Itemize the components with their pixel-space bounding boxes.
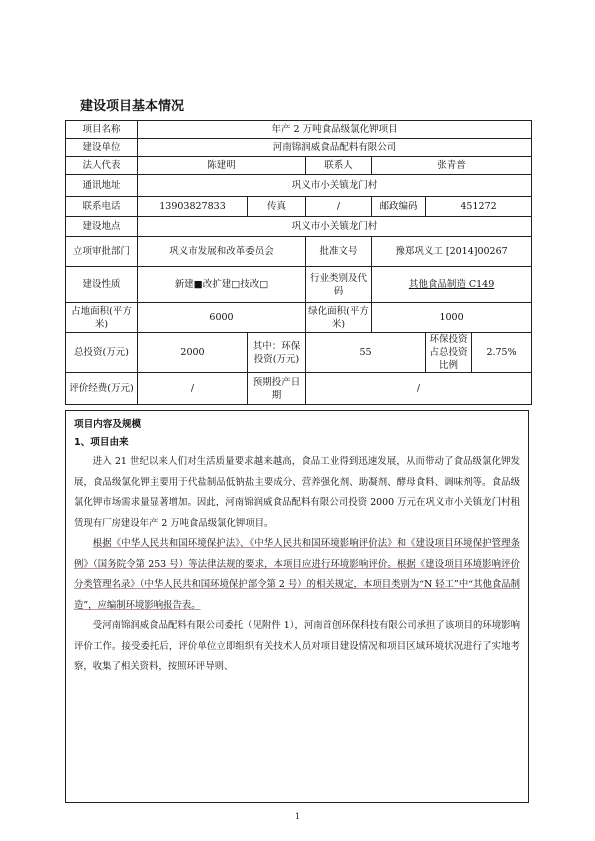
- cell-value: 13903827833: [138, 197, 248, 217]
- row-project-name: [66, 121, 532, 139]
- cell-value: 其他食品制造 C149: [372, 267, 532, 303]
- cell-label: 行业类别及代码: [306, 267, 372, 303]
- row-unit: [66, 139, 532, 157]
- page-number: 1: [294, 812, 301, 821]
- cell-label: 建设单位: [66, 139, 138, 157]
- cell-value: 巩义市小关镇龙门村: [138, 217, 532, 237]
- row-legal-rep: [66, 157, 532, 175]
- cell-value: 新建■改扩建□技改□: [138, 267, 306, 303]
- cell-value: 55: [306, 333, 426, 373]
- cell-label: 环保投资占总投资比例: [426, 333, 472, 373]
- cell-value: /: [306, 197, 372, 217]
- cell-value: 451272: [426, 197, 532, 217]
- row-address: [66, 175, 532, 197]
- cell-value: 巩义市小关镇龙门村: [138, 175, 532, 197]
- cell-label: 总投资(万元): [66, 333, 138, 373]
- cell-label: 通讯地址: [66, 175, 138, 197]
- paragraph-commission: 受河南锦润威食品配料有限公司委托（见附件 1），河南首创环保科技有限公司承担了该项目的环境影响评价工作。接受委托后，评价单位立即组织有关技术人员对项目建设情况和项目区域环境状况进行了实地考察，收集了相关资料，按照环评导则、: [74, 620, 520, 672]
- cell-value: 2000: [138, 333, 248, 373]
- cell-label: 项目名称: [66, 121, 138, 139]
- cell-value: 陈建明: [138, 157, 306, 175]
- content-subheading: 1、项目由来: [74, 437, 129, 448]
- cell-value: 1000: [372, 303, 532, 333]
- cell-label: 其中：环保投资(万元): [248, 333, 306, 373]
- cell-value: 河南锦润威食品配料有限公司: [138, 139, 532, 157]
- cell-value: /: [306, 373, 532, 405]
- cell-label: 法人代表: [66, 157, 138, 175]
- cell-label: 传真: [248, 197, 306, 217]
- cell-label: 联系人: [306, 157, 372, 175]
- row-area: [66, 303, 532, 333]
- cell-value: 豫郑巩义工 [2014]00267: [372, 237, 532, 267]
- cell-label: 评价经费(万元): [66, 373, 138, 405]
- cell-label: 占地面积(平方米): [66, 303, 138, 333]
- row-site: [66, 217, 532, 237]
- cell-value: 6000: [138, 303, 306, 333]
- cell-value: 年产 2 万吨食品级氯化钾项目: [138, 121, 532, 139]
- cell-label: 邮政编码: [372, 197, 426, 217]
- cell-label: 联系电话: [66, 197, 138, 217]
- content-heading: 项目内容及规模: [74, 419, 142, 430]
- cell-value: 2.75%: [472, 333, 532, 373]
- row-eval: [66, 373, 532, 405]
- paragraph-background: 进入 21 世纪以来人们对生活质量要求越来越高，食品工业得到迅速发展，从而带动了食品级氯化钾发展，食品级氯化钾主要用于代盐制品低钠盐主要成分、营养强化剂、助凝剂、酵母食料、调味剂等。食品级氯化钾市场需求量显著增加。因此，河南锦润威食品配料有限公司投资 2000 万元在巩义市小关镇龙门村租赁现有厂房建设年产 2 万吨食品级氯化钾项目。: [74, 456, 520, 529]
- row-approval: [66, 237, 532, 267]
- cell-value: 巩义市发展和改革委员会: [138, 237, 306, 267]
- cell-label: 建设性质: [66, 267, 138, 303]
- cell-label: 立项审批部门: [66, 237, 138, 267]
- basic-info-table: [65, 120, 532, 405]
- row-phone: [66, 197, 532, 217]
- cell-label: 预期投产日期: [248, 373, 306, 405]
- row-invest: [66, 333, 532, 373]
- cell-value: 张青普: [372, 157, 532, 175]
- row-nature: [66, 267, 532, 303]
- paragraph-regulation: 根据《中华人民共和国环境保护法》、《中华人民共和国环境影响评价法》和《建设项目环境保护管理条例》（国务院令第 253 号）等法律法规的要求，本项目应进行环境影响评价。根据《建设项目环境影响评价分类管理名录》（中华人民共和国环境保护部令第 2 号）的相关规定，本项目类别为“N 轻工”中“其他食品制造”，应编制环境影响报告表。: [74, 538, 520, 611]
- cell-label: 绿化面积(平方米): [306, 303, 372, 333]
- cell-label: 批准文号: [306, 237, 372, 267]
- cell-label: 建设地点: [66, 217, 138, 237]
- page-title: 建设项目基本情况: [80, 99, 185, 114]
- project-content-box: [65, 410, 529, 803]
- cell-value: /: [138, 373, 248, 405]
